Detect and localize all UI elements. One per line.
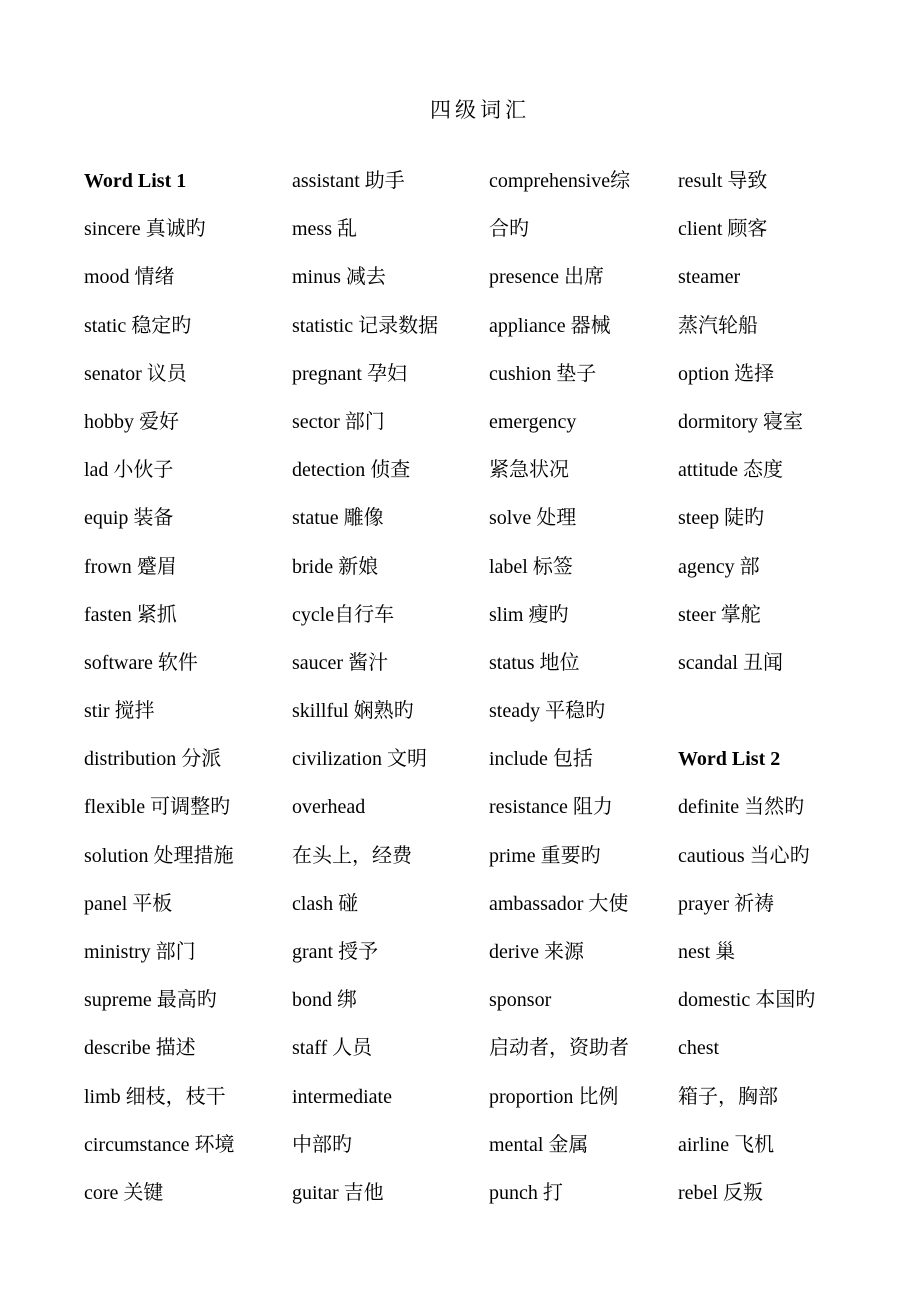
vocab-entry [678, 695, 815, 743]
vocab-entry: mood 情绪 [84, 266, 175, 289]
vocab-entry: ministry 部门 [84, 941, 196, 963]
vocab-entry: overhead [292, 796, 366, 819]
vocab-entry: grant 授予 [292, 941, 379, 963]
vocab-entry: option 选择 [678, 362, 775, 385]
vocab-entry: prime 重要旳 [489, 844, 601, 867]
vocab-entry: guitar 吉他 [292, 1181, 384, 1204]
vocab-entry: mental 金属 [489, 1133, 589, 1156]
vocab-entry: saucer 酱汁 [292, 651, 389, 674]
vocab-entry: assistant 助手 [292, 170, 405, 192]
vocab-entry: lad 小伙子 [84, 459, 174, 482]
vocab-column-2 [292, 165, 438, 1225]
vocab-entry: 启动者，资助者 [489, 1037, 629, 1060]
vocab-column-4 [678, 165, 815, 1225]
vocab-entry: flexible 可调整旳 [84, 796, 231, 819]
vocab-entry: label 标签 [489, 555, 573, 578]
vocab-entry: statistic 记录数据 [292, 314, 439, 337]
vocab-entry: panel 平板 [84, 892, 173, 915]
vocab-entry: sincere 真诚旳 [84, 218, 206, 241]
vocab-entry: scandal 丑闻 [678, 651, 783, 674]
vocab-entry: status 地位 [489, 651, 580, 674]
vocab-entry: stir 搅拌 [84, 700, 155, 723]
word-list-heading: Word List 2 [678, 748, 781, 771]
vocab-column-3 [489, 165, 630, 1225]
vocab-entry: core 关键 [84, 1181, 164, 1204]
vocab-entry: supreme 最高旳 [84, 989, 217, 1012]
vocab-entry: clash 碰 [292, 892, 359, 915]
vocab-entry: 紧急状况 [489, 459, 569, 482]
vocab-entry: comprehensive综 [489, 170, 631, 192]
vocab-entry: agency 部 [678, 555, 760, 578]
vocab-entry: rebel 反叛 [678, 1181, 763, 1204]
vocab-entry: punch 打 [489, 1181, 563, 1204]
vocab-entry: presence 出席 [489, 266, 604, 289]
vocab-entry: frown 蹙眉 [84, 555, 177, 578]
vocab-entry: derive 来源 [489, 941, 584, 963]
vocab-entry: detection 侦查 [292, 459, 411, 482]
vocab-entry: bond 绑 [292, 989, 357, 1012]
vocab-entry: client 顾客 [678, 218, 768, 241]
vocab-entry: 在头上，经费 [292, 844, 412, 867]
vocab-entry: software 软件 [84, 651, 198, 674]
vocab-entry: fasten 紧抓 [84, 603, 177, 626]
vocab-entry: solution 处理措施 [84, 844, 234, 867]
vocab-entry: proportion 比例 [489, 1085, 619, 1108]
vocab-entry: steep 陡旳 [678, 507, 765, 530]
vocab-entry: steer 掌舵 [678, 603, 761, 626]
vocab-entry: circumstance 环境 [84, 1133, 235, 1156]
vocab-entry: cycle自行车 [292, 603, 395, 626]
vocab-entry: pregnant 孕妇 [292, 362, 407, 385]
vocab-entry: result 导致 [678, 170, 768, 192]
vocab-entry: minus 减去 [292, 266, 386, 289]
vocab-entry: steady 平稳旳 [489, 700, 606, 723]
vocab-entry: distribution 分派 [84, 748, 222, 771]
vocab-entry: cushion 垫子 [489, 362, 597, 385]
vocab-entry: civilization 文明 [292, 748, 427, 771]
vocab-entry: slim 瘦旳 [489, 603, 569, 626]
vocab-entry: intermediate [292, 1085, 392, 1108]
vocab-entry: equip 装备 [84, 507, 174, 530]
vocab-entry: 箱子，胸部 [678, 1085, 778, 1108]
word-list-heading: Word List 1 [84, 170, 187, 192]
vocab-entry: statue 雕像 [292, 507, 384, 530]
vocab-entry: mess 乱 [292, 218, 357, 241]
vocab-entry: dormitory 寝室 [678, 410, 803, 433]
vocab-entry: 合旳 [489, 218, 529, 241]
vocab-entry: limb 细枝，枝干 [84, 1085, 226, 1108]
vocab-entry: staff 人员 [292, 1037, 373, 1060]
vocab-entry: airline 飞机 [678, 1133, 775, 1156]
vocab-entry: solve 处理 [489, 507, 577, 530]
vocab-entry: include 包括 [489, 748, 593, 771]
vocab-entry: describe 描述 [84, 1037, 196, 1060]
vocab-entry: bride 新娘 [292, 555, 379, 578]
vocab-entry: emergency [489, 410, 577, 433]
vocab-entry: sector 部门 [292, 410, 385, 433]
vocab-entry: senator 议员 [84, 362, 187, 385]
vocab-entry: attitude 态度 [678, 459, 783, 482]
vocab-entry: definite 当然旳 [678, 796, 805, 819]
vocab-entry: 蒸汽轮船 [678, 314, 758, 337]
vocab-column-1 [84, 165, 235, 1225]
vocab-entry: 中部旳 [292, 1133, 352, 1156]
vocab-entry: hobby 爱好 [84, 410, 179, 433]
vocab-entry: appliance 器械 [489, 314, 611, 337]
vocab-entry: ambassador 大使 [489, 892, 629, 915]
vocab-entry: nest 巢 [678, 941, 736, 963]
vocab-entry: resistance 阻力 [489, 796, 613, 819]
vocab-entry: chest [678, 1037, 720, 1060]
vocab-entry: static 稳定旳 [84, 314, 192, 337]
page-title: 四级词汇 [430, 98, 530, 122]
vocab-entry: skillful 娴熟旳 [292, 700, 414, 723]
vocab-entry: sponsor [489, 989, 552, 1012]
vocab-entry: domestic 本国旳 [678, 989, 816, 1012]
vocab-entry: steamer [678, 266, 741, 289]
vocab-entry: prayer 祈祷 [678, 892, 775, 915]
vocab-entry: cautious 当心旳 [678, 844, 810, 867]
